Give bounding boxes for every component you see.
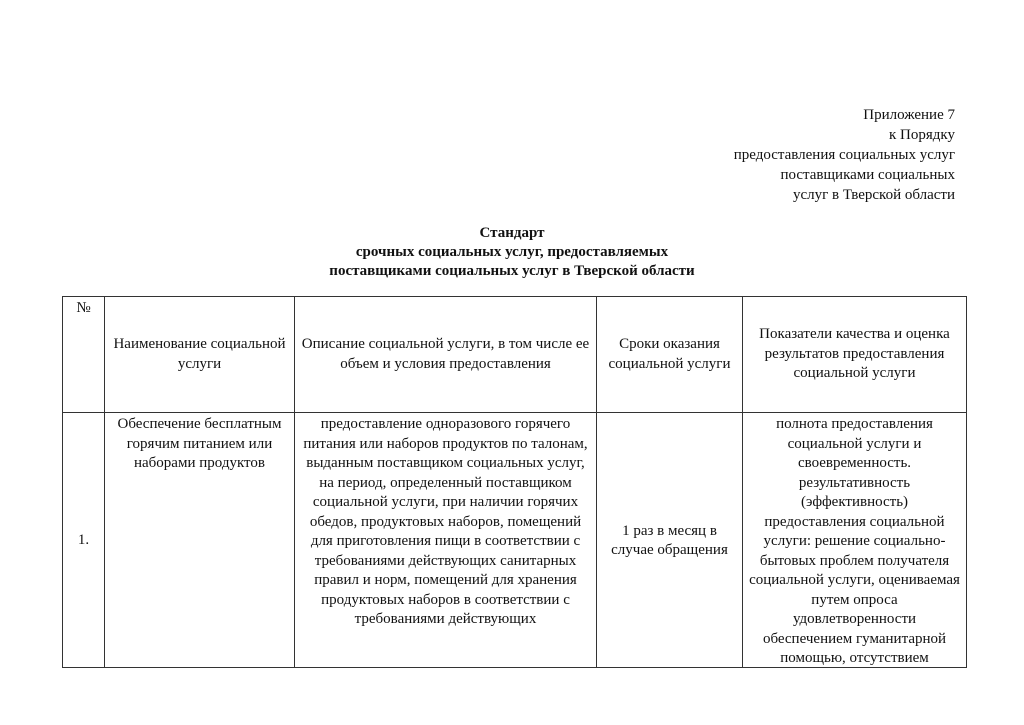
standard-table — [62, 296, 967, 668]
row-number: 1. — [63, 413, 105, 668]
document-title — [0, 224, 1024, 281]
header-name: Наименование социальной услуги — [105, 297, 295, 413]
appendix-line: Приложение 7 — [863, 107, 955, 123]
row-description: предоставление одноразового горячего питания или наборов продуктов по талонам, выданным поставщиком социальных услуг, на период, определенный поставщиком социальной услуги, при наличии горячих обедов, продуктовых наборов, помещений для приготовления пищи в соответствии с требованиями действующих санитарных правил и норм, помещений для хранения продуктовых наборов в соответствии с требованиями действующих — [303, 416, 588, 627]
header-quality: Показатели качества и оценка результатов предоставления социальной услуги — [743, 297, 967, 413]
appendix-line: услуг в Тверской области — [792, 187, 955, 203]
appendix-line: к Порядку — [889, 127, 955, 143]
header-terms: Сроки оказания социальной услуги — [597, 297, 743, 413]
header-number: № — [63, 297, 105, 413]
table-row — [63, 413, 967, 668]
title-line: срочных социальных услуг, предоставляемых — [355, 244, 669, 260]
title-line: Стандарт — [479, 225, 545, 241]
appendix-header — [734, 105, 955, 205]
row-service-name: Обеспечение бесплатным горячим питанием или наборами продуктов — [105, 413, 295, 668]
header-description: Описание социальной услуги, в том числе ее объем и условия предоставления — [295, 297, 597, 413]
title-line: поставщиками социальных услуг в Тверской области — [329, 263, 695, 279]
row-quality: полнота предоставления социальной услуги и своевременность. результативность (эффективность) предоставления социальной услуги: решение социально-бытовых проблем получателя социальной услуги, оцениваемая путем опроса удовлетворенности обеспечением гуманитарной помощью, отсутствием — [749, 416, 960, 665]
row-description-cell — [295, 413, 597, 668]
appendix-line: предоставления социальных услуг — [733, 147, 955, 163]
row-terms: 1 раз в месяц в случае обращения — [597, 413, 743, 668]
table-header-row — [63, 297, 967, 413]
appendix-line: поставщиками социальных — [780, 167, 955, 183]
row-quality-cell — [743, 413, 967, 668]
